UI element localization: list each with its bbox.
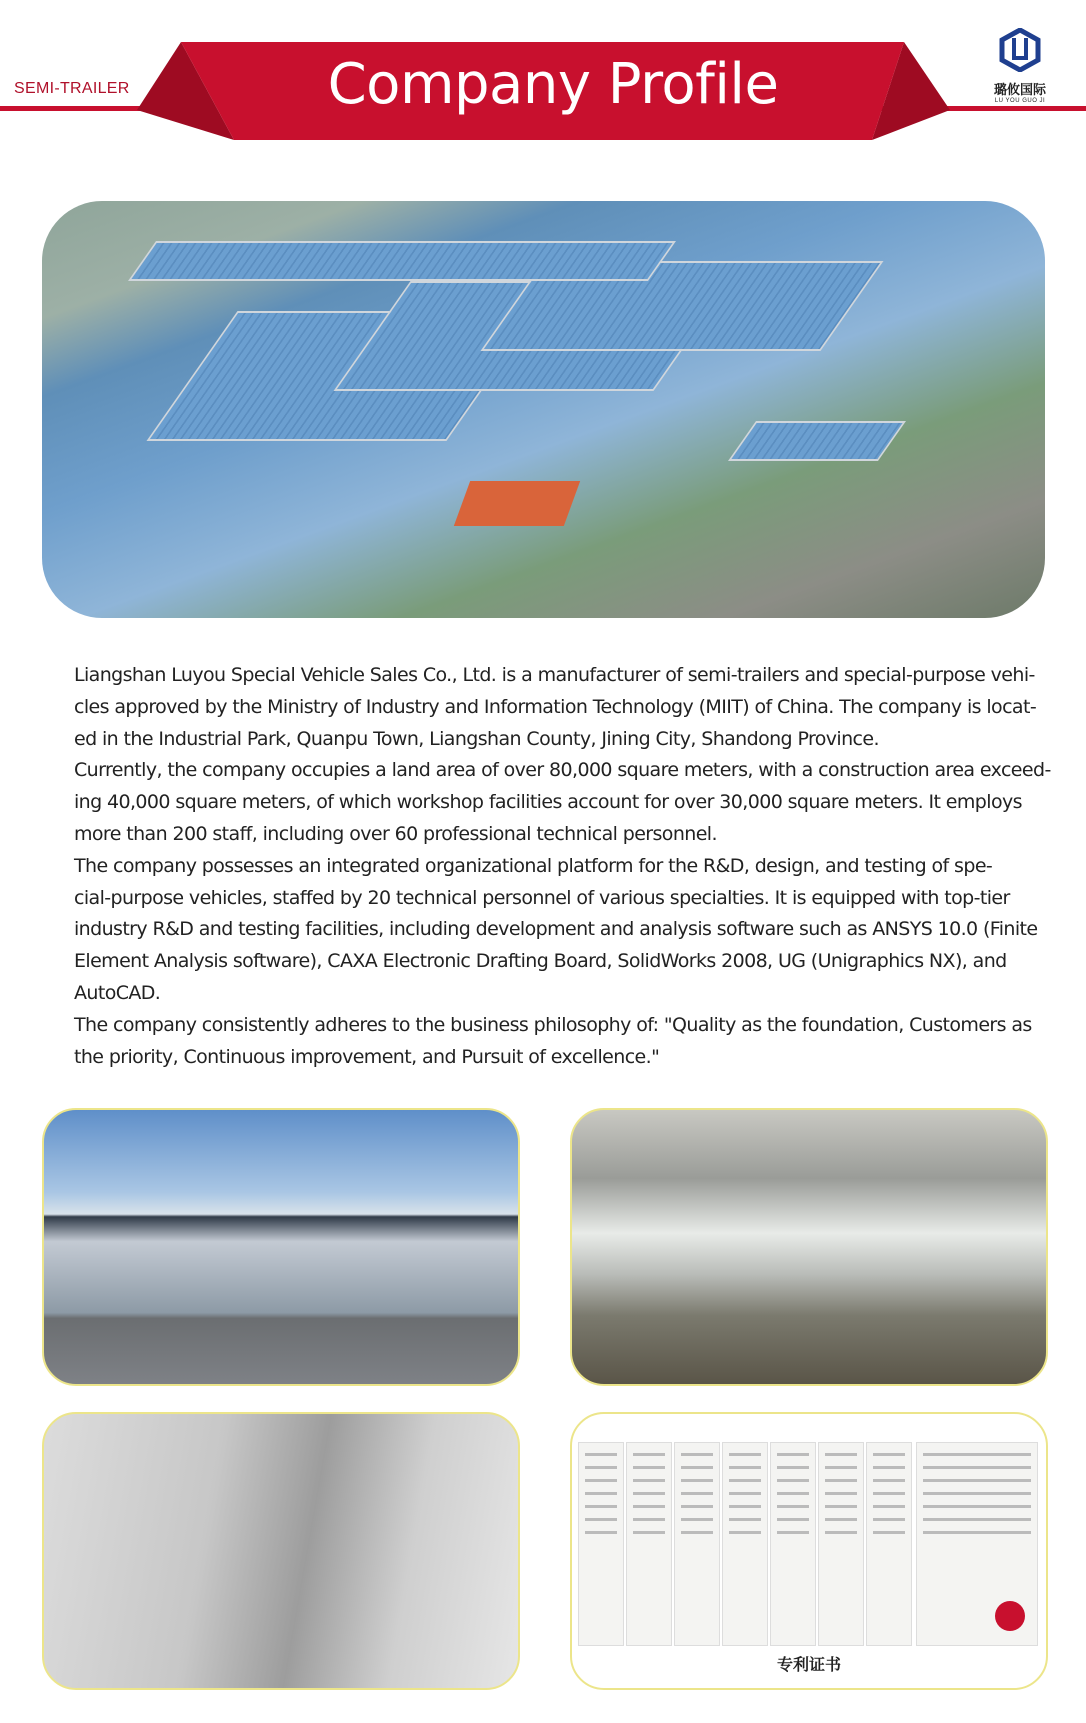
seal-icon [995, 1601, 1025, 1631]
patent-certificates-photo [570, 1412, 1048, 1690]
description-line: Element Analysis software), CAXA Electronic Drafting Board, SolidWorks 2008, UG (Unigraphics NX), and [74, 950, 1007, 973]
description-line: The company consistently adheres to the business philosophy of: "Quality as the foundation, Customers as [74, 1013, 1032, 1036]
description-line: industry R&D and testing facilities, including development and analysis software such as ANSYS 10.0 (Finite [74, 918, 1038, 941]
workshop-tank-photo [42, 1412, 520, 1690]
description-line: Currently, the company occupies a land area of over 80,000 square meters, with a construction area exceed- [74, 759, 1051, 782]
cert-caption: 专利证书 [776, 1657, 841, 1674]
company-logo [985, 28, 1055, 104]
description-line: more than 200 staff, including over 60 professional technical personnel. [74, 822, 717, 845]
description-line: ed in the Industrial Park, Quanpu Town, Liangshan County, Jining City, Shandong Province. [74, 727, 879, 750]
description-line: ing 40,000 square meters, of which workshop facilities account for over 30,000 square meters. It employs [74, 791, 1022, 814]
factory-aerial-photo [42, 201, 1045, 618]
description-line: Liangshan Luyou Special Vehicle Sales Co., Ltd. is a manufacturer of semi-trailers and special-purpose vehi- [74, 664, 1035, 686]
description-line: cles approved by the Ministry of Industry and Information Technology (MIIT) of China. The company is locat- [74, 695, 1037, 718]
robotic-welding-photo [570, 1108, 1048, 1386]
description-line: The company possesses an integrated organizational platform for the R&D, design, and testing of spe- [74, 854, 993, 877]
logo-cn: 璐攸国际 [993, 82, 1046, 97]
description-line: cial-purpose vehicles, staffed by 20 technical personnel of various specialties. It is equipped with top-tier [74, 886, 1010, 909]
factory-gate-photo [42, 1108, 520, 1386]
logo-en: LU YOU GUO JI [994, 98, 1046, 104]
logo-mark-icon [998, 28, 1042, 72]
page-title: Company Profile [327, 52, 779, 117]
category-tag: SEMI-TRAILER [14, 80, 130, 97]
company-description [74, 660, 1051, 1073]
description-line: the priority, Continuous improvement, and Pursuit of excellence." [74, 1045, 660, 1068]
description-line: AutoCAD. [74, 981, 161, 1004]
